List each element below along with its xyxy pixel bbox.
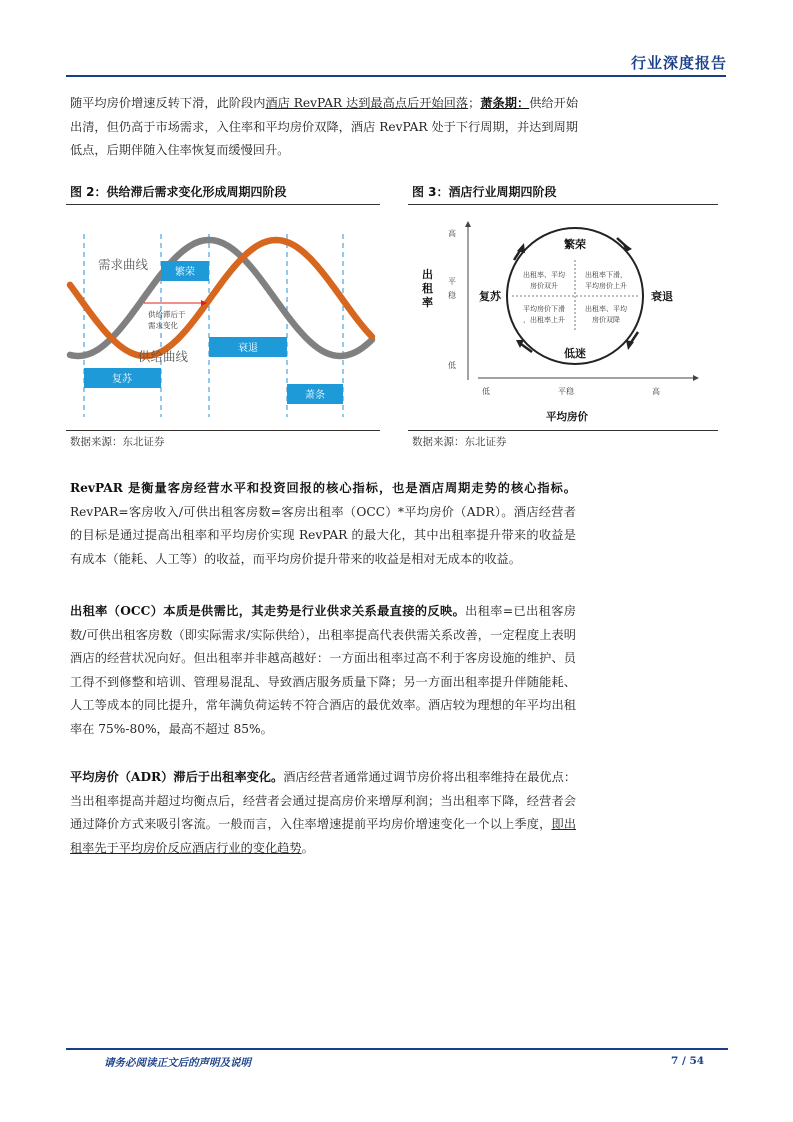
quadrant-top-right-2: 平均房价上升	[585, 282, 627, 290]
figure2-title: 图 2：供给滞后需求变化形成周期四阶段	[70, 185, 287, 199]
header-title: 行业深度报告	[630, 54, 727, 72]
figure3-diagram	[408, 212, 718, 424]
revpar-paragraph	[70, 477, 576, 571]
occ-body: 出租率=已出租客房数/可供出租客房数（即实际需求/实际供给），出租率提高代表供需关系改善，一定程度上表明酒店的经营状况向好。但出租率并非越高越好：一方面出租率过高不利于客房设施的维护、员工得不到修整和培训、管理易混乱、导致酒店服务质量下降；另一方面出租率提升伴随能耗、人工等成本的同比提升，常年满负荷运转不符合酒店的最优效率。酒店较为理想的年平均出租率在 75%-80%，最高不超过 85%。	[70, 604, 576, 736]
intro-underlined: 酒店 RevPAR 达到最高点后开始回落	[265, 96, 469, 110]
quadrant-bottom-right-1: 出租率、平均	[585, 305, 627, 313]
figure2-source: 数据来源：东北证券	[70, 436, 165, 448]
intro-paragraph	[70, 92, 578, 163]
footer-disclaimer: 请务必阅读正文后的声明及说明	[104, 1057, 251, 1069]
y-tick-mid-2: 稳	[448, 291, 456, 300]
stage-label-fusu: 复苏	[112, 374, 132, 385]
footer-rule	[66, 1048, 728, 1050]
phase-top: 繁荣	[564, 238, 586, 251]
stage-label-shuaitui: 衰退	[238, 343, 258, 354]
adr-end: 。	[301, 840, 314, 855]
y-tick-low: 低	[448, 361, 456, 370]
adr-underlined: 即出租率先于平均房价反应酒店行业的变化趋势	[70, 817, 577, 855]
figure3-title: 图 3：酒店行业周期四阶段	[412, 185, 557, 199]
lag-label-line-1: 供给滞后于	[148, 310, 186, 319]
phase-right: 衰退	[651, 290, 673, 303]
y-tick-mid-1: 平	[448, 277, 456, 286]
phase-bottom: 低迷	[564, 347, 586, 360]
intro-bold-phase: 萧条期：	[480, 96, 530, 110]
figure3-bottom-rule	[408, 430, 718, 431]
stage-label-fanrong: 繁荣	[175, 267, 195, 278]
stage-label-xiaotiao: 萧条	[305, 390, 325, 401]
x-tick-mid: 平稳	[558, 387, 574, 396]
page-number: 7 / 54	[671, 1055, 705, 1067]
demand-curve-label: 需求曲线	[98, 257, 149, 272]
quadrant-bottom-right-2: 房价双降	[592, 316, 620, 324]
quadrant-bottom-left-2: ，出租率上升	[523, 316, 565, 324]
intro-text-1: 随平均房价增速反转下滑，此阶段内	[70, 96, 266, 110]
quadrant-bottom-left-1: 平均房价下滑	[523, 305, 565, 313]
figure2-top-rule	[66, 204, 380, 205]
x-tick-high: 高	[652, 387, 660, 396]
quadrant-top-left-1: 出租率、平均	[523, 271, 565, 279]
header-rule	[66, 75, 726, 77]
revpar-body: RevPAR=客房收入/可供出租客房数=客房出租率（OCC）*平均房价（ADR）。酒店经营者的目标是通过提高出租率和平均房价实现 RevPAR 的最大化，其中出租率提升带来的收益是有成本（能耗、人工等）的收益，而平均房价提升带来的收益是相对无成本的收益。	[70, 504, 576, 566]
revpar-lead: RevPAR 是衡量客房经营水平和投资回报的核心指标，也是酒店周期走势的核心指标。	[70, 481, 576, 495]
x-tick-low: 低	[482, 387, 490, 396]
figure2-bottom-rule	[66, 430, 380, 431]
quadrant-top-left-2: 房价双升	[530, 282, 558, 290]
phase-left: 复苏	[479, 290, 501, 303]
intro-text-2: 供给开始出清，但仍高于市场需求，入住率和平均房价双降，酒店 RevPAR 处于下行周期，并达到周期低点，后期伴随入住率恢复而缓慢回升。	[70, 96, 579, 157]
supply-curve-label: 供给曲线	[138, 349, 189, 364]
occ-lead: 出租率（OCC）本质是供需比，其走势是行业供求关系最直接的反映。	[70, 604, 466, 618]
y-axis-label-2: 租	[422, 282, 433, 295]
figure2-diagram	[66, 212, 378, 424]
y-tick-high: 高	[448, 229, 456, 238]
adr-lead: 平均房价（ADR）滞后于出租率变化。	[70, 770, 284, 784]
intro-sep: ；	[468, 96, 481, 110]
y-axis-label-3: 率	[422, 296, 433, 309]
lag-label-line-2: 需求变化	[148, 321, 178, 330]
occ-paragraph	[70, 600, 576, 741]
figure3-top-rule	[408, 204, 718, 205]
y-axis-label-1: 出	[422, 268, 433, 281]
quadrant-top-right-1: 出租率下滑，	[585, 271, 627, 279]
figure3-source: 数据来源：东北证券	[412, 436, 507, 448]
x-axis-label: 平均房价	[546, 411, 588, 423]
adr-paragraph	[70, 766, 576, 860]
adr-body: 酒店经营者通常通过调节房价将出租率维持在最优点：当出租率提高并超过均衡点后，经营者会通过提高房价来增厚利润；当出租率下降，经营者会通过降价方式来吸引客流。一般而言，入住率增速提前平均房价增速变化一个以上季度，	[70, 770, 577, 831]
